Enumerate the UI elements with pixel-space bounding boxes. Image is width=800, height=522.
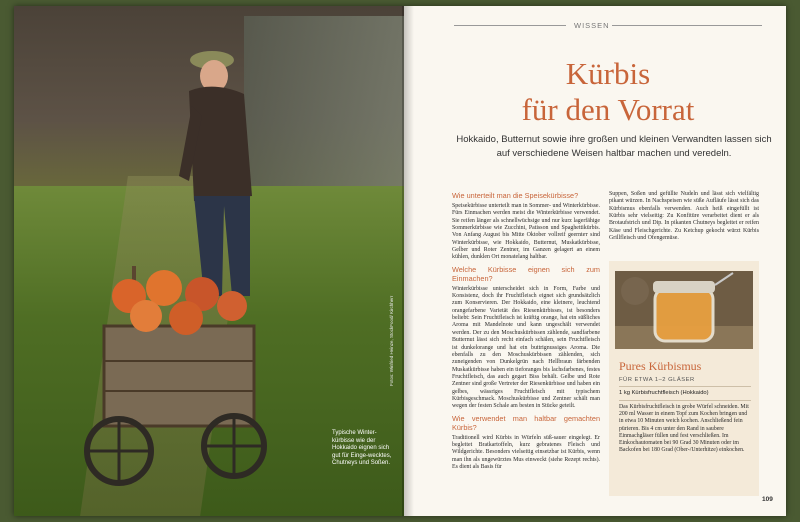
- page-number: 109: [762, 496, 773, 503]
- question-heading: Wie unterteilt man die Speisekürbisse?: [452, 191, 579, 200]
- magazine-spread: [14, 6, 786, 516]
- section-rubric: WISSEN: [574, 21, 610, 30]
- title-line-1: Kürbis: [565, 56, 651, 91]
- recipe-ingredient: 1 kg Kürbisfruchtfleisch (Hokkaido): [619, 390, 709, 396]
- answer-paragraph: Speisekürbisse unterteilt man in Sommer- und Winterkürbisse. Fürs Einmachen werden meist die Winterkürbisse verwendet. Sie reifen länger als schnellwüchsige und nur kurz lagerfähige Sommerkürbisse wie Zucchini, Patisson und Spaghettikürbis. Von Anfang August bis Mitte Oktober vollreif geernteт sind Winterkürbisse, wie Hokkaido, Butternut, Muskatkürbisse, Gelber und Roter Zentner, im Ganzen gelagert an einem kühlen, dunklen Ort monatelang haltbar.: [452, 203, 600, 261]
- question-heading: Welche Kürbisse eignen sich zum Einmachen?: [452, 264, 600, 283]
- title-line-2: für den Vorrat: [521, 92, 695, 127]
- rubric-rule-left: [454, 25, 566, 26]
- article-subtitle: Hokkaido, Butternut sowie ihre großen und kleinen Verwandten lassen sich auf verschiedene Weisen haltbar machen und veredeln.: [456, 134, 772, 159]
- photo-caption: Typische Winter-kürbisse wie der Hokkaido eignen sich gut für Einge-wecktes, Chutneys und Soßen.: [332, 430, 392, 466]
- text-column-1: [452, 191, 600, 474]
- answer-paragraph: Winterkürbisse unterscheidet sich in Form, Farbe und Konsistenz, doch ihr Fruchtfleisch eignet sich grundsätzlich zum Konservieren. Der Hokkaido, eine kleinere, leuchtend orangefarbene Varietät des Riesenkürbisses, ist besonders beliebt: Sein Fruchtfleisch ist kräftig orange, hat ein süßliches Aroma mit Mandelnote und kann ungeschält verwendet werden. Der zu den Moschuskürbissen zählende, sandfarbene Butternut lässt sich recht einfach schälen, sein Fruchtfleisch ist dunkelorange und hat ein buttrignussiges Aroma. Die ebenfalls zu den Moschuskürbissen zählenden, sich zuneigenden von Dunkelgrün nach Hellbraun färbenden Muskatkürbisse haben ein tieforanges bis lachsfarbenes, festes Fruchtfleisch, das auch gegart Biss behält. Gelbe und Rote Zentner sind große Vertreter der Riesenkürbisse und haben ein gelbes, wässriges Fruchtfleisch mit typischem Kürbisgeschmack. Moschuskürbisse und Zentner schält man wegen der festen Schale am besten in Stücke geteilt.: [452, 285, 600, 410]
- recipe-yield: FÜR ETWA 1–2 GLÄSER: [619, 377, 695, 383]
- answer-paragraph: Traditionell wird Kürbis in Würfeln süß-sauer eingelegt. Er begleitet Bratkartoffeln, kurz gebratenes Fleisch und Wildgerichte. Besonders vielseitig einsetzbar ist Kürbis, wenn man ihn als ungewürztes Mus einweckt (siehe Rezept rechts). Es dient als Basis für: [452, 434, 600, 470]
- recipe-jar-photo: [615, 271, 753, 349]
- recipe-instructions: Das Kürbisfruchtfleisch in grobe Würfel schneiden. Mit 200 ml Wasser in einem Topf zum Kochen bringen und in etwa 10 Minuten weich kochen. Anschließend fein pürieren. Bis 4 cm unter den Rand in saubere Einmachgläser füllen und fest verschließen. Im Einkochautomaten bei 90 Grad 30 Minuten oder im Backofen bei 180 Grad (Ober-/Unterhitze) einkochen.: [619, 404, 749, 454]
- page-gutter: [402, 6, 414, 516]
- recipe-title: Pures Kürbismus: [619, 359, 702, 373]
- article-title: [432, 56, 784, 128]
- left-page-photo: [14, 6, 404, 516]
- recipe-box: [609, 261, 759, 496]
- rubric-rule-right: [612, 25, 762, 26]
- recipe-divider: [619, 400, 751, 401]
- question-heading: Wie verwendet man haltbar gemachten Kürbis?: [452, 413, 600, 432]
- photo-credit: Fotos: Winfried Heinze, StockFood/ Kirchherr: [389, 295, 394, 386]
- text-column-2: [609, 191, 759, 245]
- recipe-divider: [619, 386, 751, 387]
- answer-paragraph-continued: Suppen, Soßen und gefüllte Nudeln und lässt sich vielfältig pikant würzen. In Nachspeisen wie süße Aufläufe lässt sich das Kürbismus ebenfalls verwenden. Auch heiß eingefüllt ist Kürbis sehr vielseitig: Zu Konfitüre verarbeitet dient er als Brotaufstrich und Dip. In pikanten Chutneys begleitet er reifen Käse und Fleischgerichte. Zu Ketchup gekocht würzt Kürbis Grillfleisch und Ofengemüse.: [609, 191, 759, 242]
- photo-wooden-cart: [84, 266, 274, 496]
